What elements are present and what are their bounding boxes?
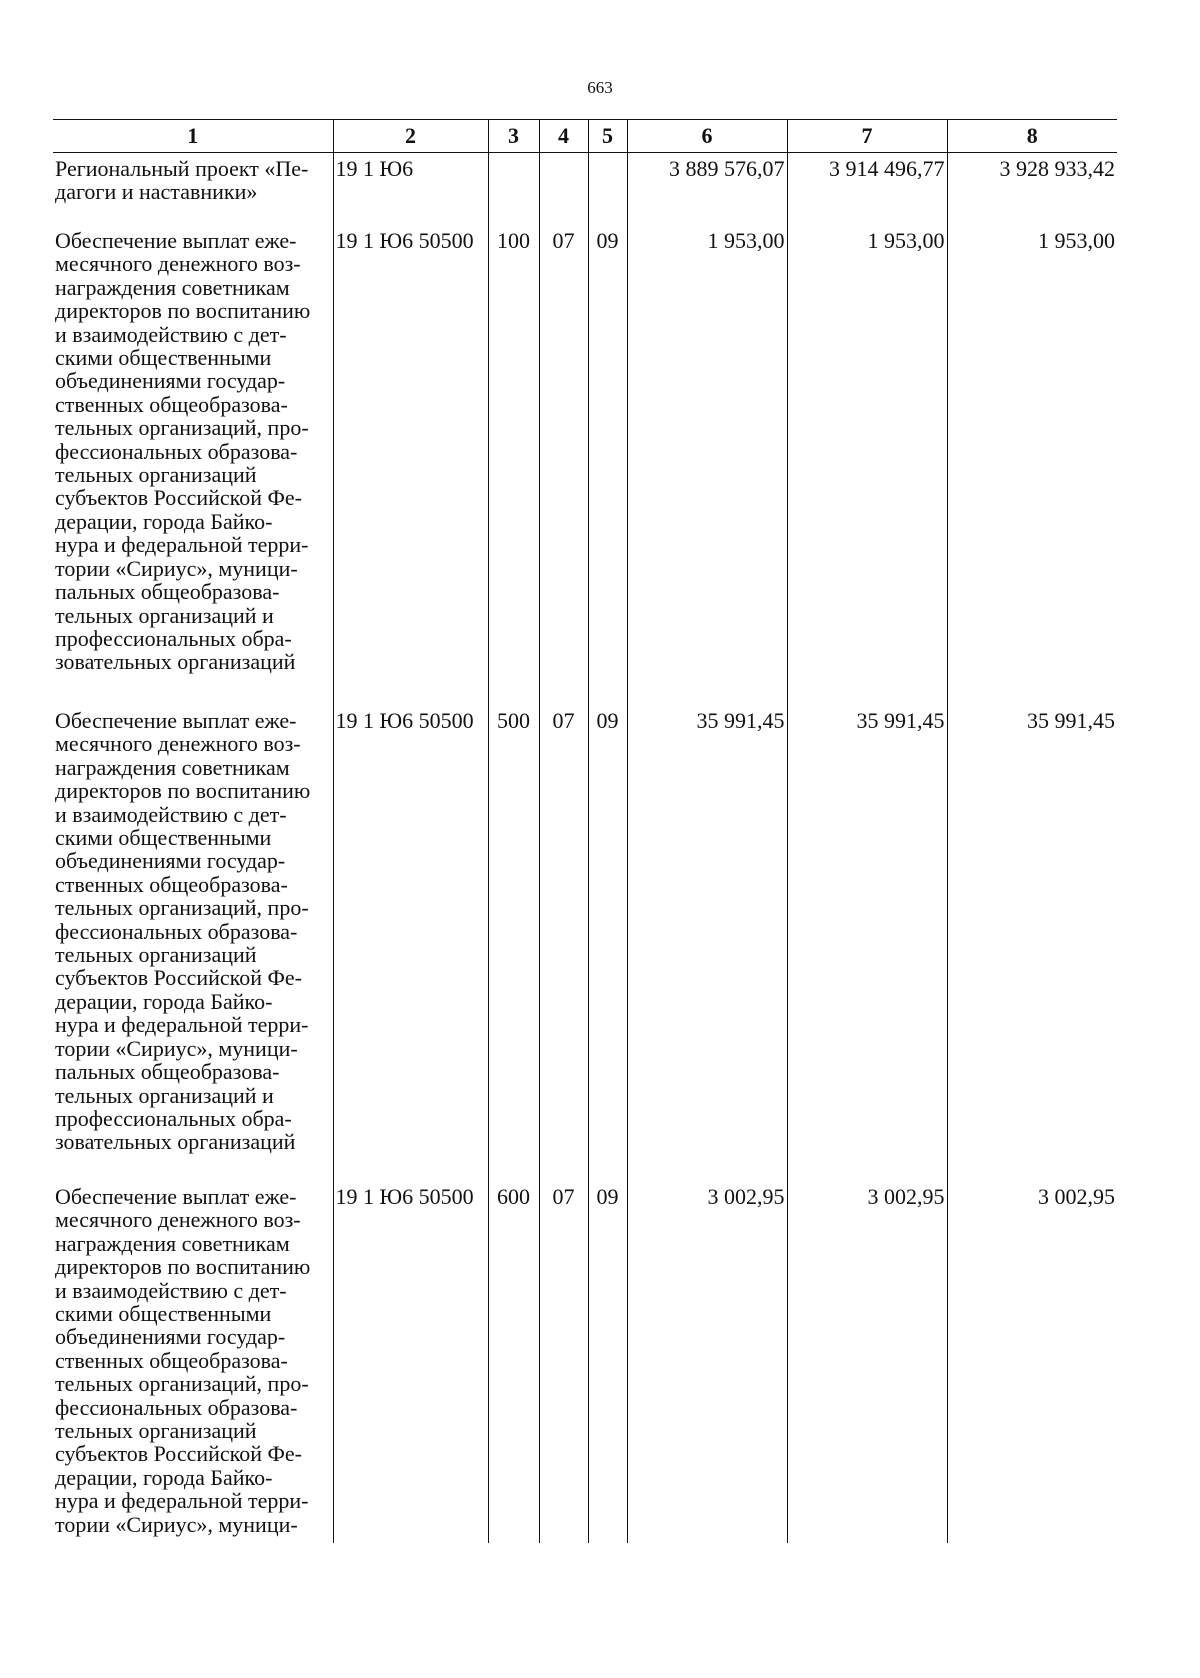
row-col5: [588, 153, 627, 224]
column-header: 2: [333, 120, 488, 153]
column-header: 8: [947, 120, 1117, 153]
row-code: 19 1 Ю6: [333, 153, 488, 224]
table-row: [53, 1179, 1117, 1543]
row-col5: 09: [588, 703, 627, 1179]
column-header: 1: [53, 120, 333, 153]
row-name: Обеспечение выплат еже- месячного денежного воз- награждения советникам директоров по воспитанию и взаимодействию с дет- скими общественными объединениями государ- ственных общеобразова- тельных организаций, про- фессиональных образова- тельных организаций субъектов Российской Фе- дерации, города Байко- нура и федеральной терри- тории «Сириус», муници- пальных общеобразова- тельных организаций и профессиональных обра- зовательных организаций: [55, 708, 311, 1155]
table-row: [53, 703, 1117, 1179]
table-header-row: [53, 120, 1117, 153]
row-value-6: 3 002,95: [627, 1179, 787, 1543]
page-number: 663: [587, 78, 613, 97]
budget-table: [53, 119, 1117, 1543]
row-code: 19 1 Ю6 50500: [333, 703, 488, 1179]
row-col3: 100: [488, 223, 539, 703]
row-code: 19 1 Ю6 50500: [333, 1179, 488, 1543]
row-col3: [488, 153, 539, 224]
column-header: 4: [539, 120, 588, 153]
row-value-7: 1 953,00: [787, 223, 947, 703]
row-value-6: 35 991,45: [627, 703, 787, 1179]
row-col3: 600: [488, 1179, 539, 1543]
row-value-7: 3 914 496,77: [787, 153, 947, 224]
table-row: [53, 223, 1117, 703]
row-col4: [539, 153, 588, 224]
row-col3: 500: [488, 703, 539, 1179]
column-header: 6: [627, 120, 787, 153]
row-col4: 07: [539, 223, 588, 703]
row-col5: 09: [588, 1179, 627, 1543]
row-name: Обеспечение выплат еже- месячного денежного воз- награждения советникам директоров по воспитанию и взаимодействию с дет- скими общественными объединениями государ- ственных общеобразова- тельных организаций, про- фессиональных образова- тельных организаций субъектов Российской Фе- дерации, города Байко- нура и федеральной терри- тории «Сириус», муници- пальных общеобразова- тельных организаций и профессиональных обра- зовательных организаций: [55, 228, 311, 675]
row-col4: 07: [539, 1179, 588, 1543]
row-value-7: 35 991,45: [787, 703, 947, 1179]
row-value-6: 3 889 576,07: [627, 153, 787, 224]
row-value-8: 3 928 933,42: [947, 153, 1117, 224]
table-row: [53, 153, 1117, 224]
row-value-6: 1 953,00: [627, 223, 787, 703]
row-name: Региональный проект «Пе- дагоги и наставники»: [55, 156, 309, 205]
column-header: 7: [787, 120, 947, 153]
budget-table-container: [53, 119, 1117, 1543]
row-col4: 07: [539, 703, 588, 1179]
row-value-8: 35 991,45: [947, 703, 1117, 1179]
column-header: 3: [488, 120, 539, 153]
column-header: 5: [588, 120, 627, 153]
row-value-8: 1 953,00: [947, 223, 1117, 703]
row-code: 19 1 Ю6 50500: [333, 223, 488, 703]
row-value-8: 3 002,95: [947, 1179, 1117, 1543]
row-col5: 09: [588, 223, 627, 703]
row-name: Обеспечение выплат еже- месячного денежного воз- награждения советникам директоров по воспитанию и взаимодействию с дет- скими общественными объединениями государ- ственных общеобразова- тельных организаций, про- фессиональных образова- тельных организаций субъектов Российской Фе- дерации, города Байко- нура и федеральной терри- тории «Сириус», муници-: [55, 1184, 311, 1537]
row-value-7: 3 002,95: [787, 1179, 947, 1543]
